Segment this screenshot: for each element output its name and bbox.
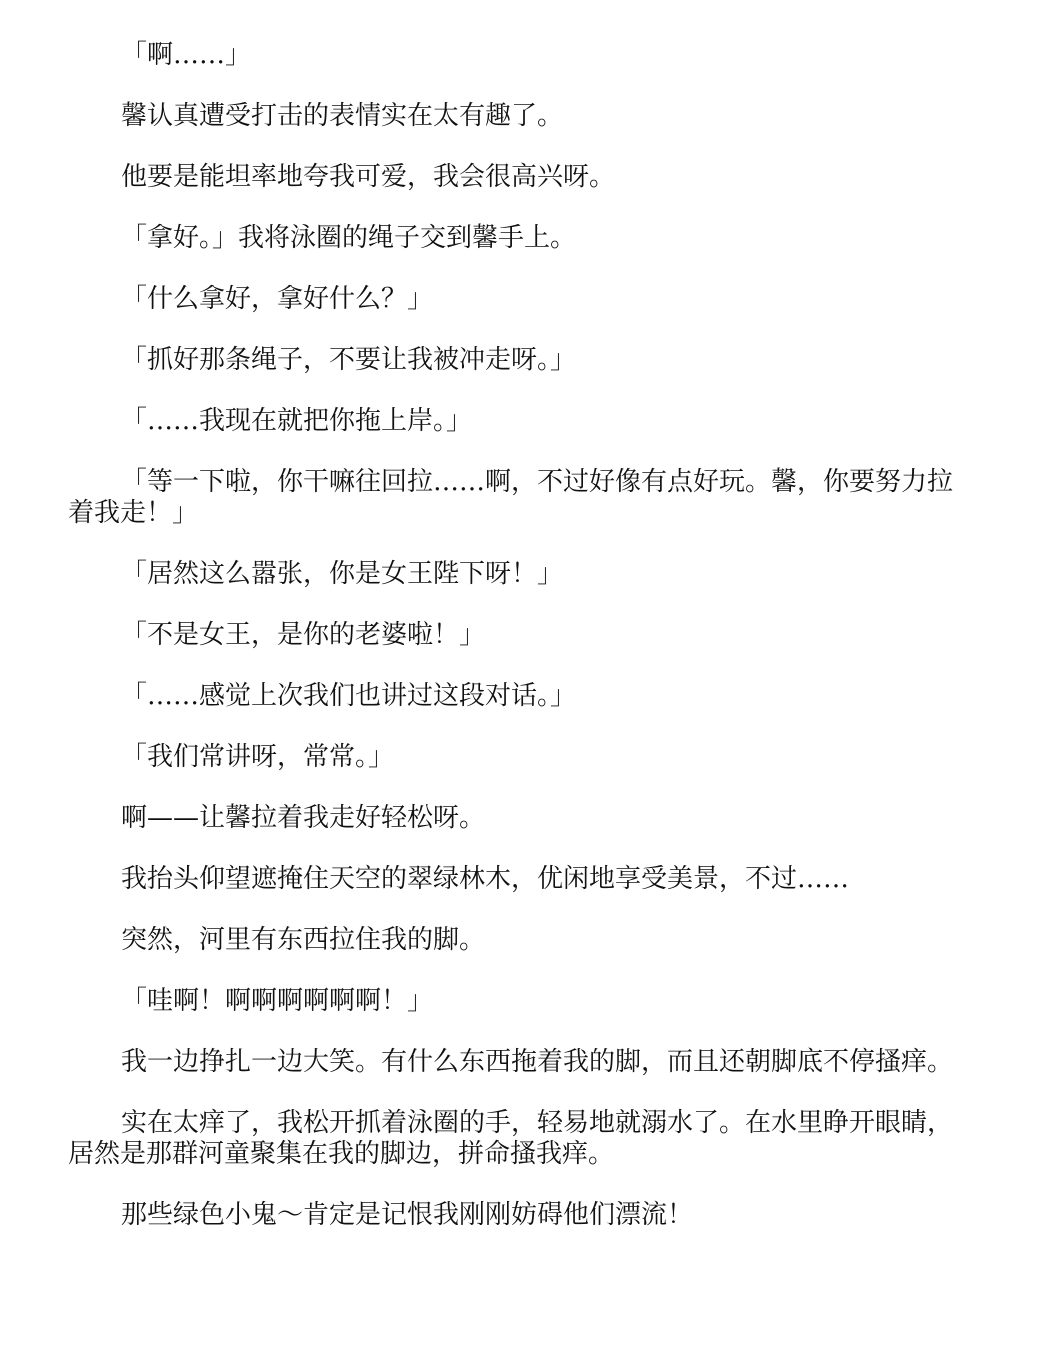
paragraph: 「什么拿好，拿好什么？」 xyxy=(121,284,434,314)
paragraph: 我一边挣扎一边大笑。有什么东西拖着我的脚，而且还朝脚底不停搔痒。 xyxy=(121,1047,954,1077)
paragraph: 我抬头仰望遮掩住天空的翠绿林木，优闲地享受美景，不过…… xyxy=(121,864,850,894)
paragraph: 他要是能坦率地夸我可爱，我会很高兴呀。 xyxy=(121,162,616,192)
document-page xyxy=(68,40,978,1261)
paragraph: 「哇啊！啊啊啊啊啊啊！」 xyxy=(121,986,434,1016)
paragraph: 「拿好。」我将泳圈的绳子交到馨手上。 xyxy=(121,223,577,253)
paragraph: 「啊……」 xyxy=(121,40,252,70)
paragraph: 「……感觉上次我们也讲过这段对话。」 xyxy=(121,681,577,711)
paragraph: 「等一下啦，你干嘛往回拉……啊，不过好像有点好玩。馨，你要努力拉着我走！」 xyxy=(68,467,954,528)
paragraph: 实在太痒了，我松开抓着泳圈的手，轻易地就溺水了。在水里睁开眼睛，居然是那群河童聚集在我的脚边，拼命搔我痒。 xyxy=(68,1108,954,1169)
paragraph: 「抓好那条绳子，不要让我被冲走呀。」 xyxy=(121,345,577,375)
paragraph: 「居然这么嚣张，你是女王陛下呀！」 xyxy=(121,559,564,589)
paragraph: 「我们常讲呀，常常。」 xyxy=(121,742,395,772)
paragraph: 馨认真遭受打击的表情实在太有趣了。 xyxy=(121,101,564,131)
paragraph: 「……我现在就把你拖上岸。」 xyxy=(121,406,473,436)
paragraph: 那些绿色小鬼～肯定是记恨我刚刚妨碍他们漂流！ xyxy=(121,1200,694,1230)
paragraph: 「不是女王，是你的老婆啦！」 xyxy=(121,620,486,650)
paragraph: 突然，河里有东西拉住我的脚。 xyxy=(121,925,486,955)
paragraph: 啊——让馨拉着我走好轻松呀。 xyxy=(121,803,486,833)
